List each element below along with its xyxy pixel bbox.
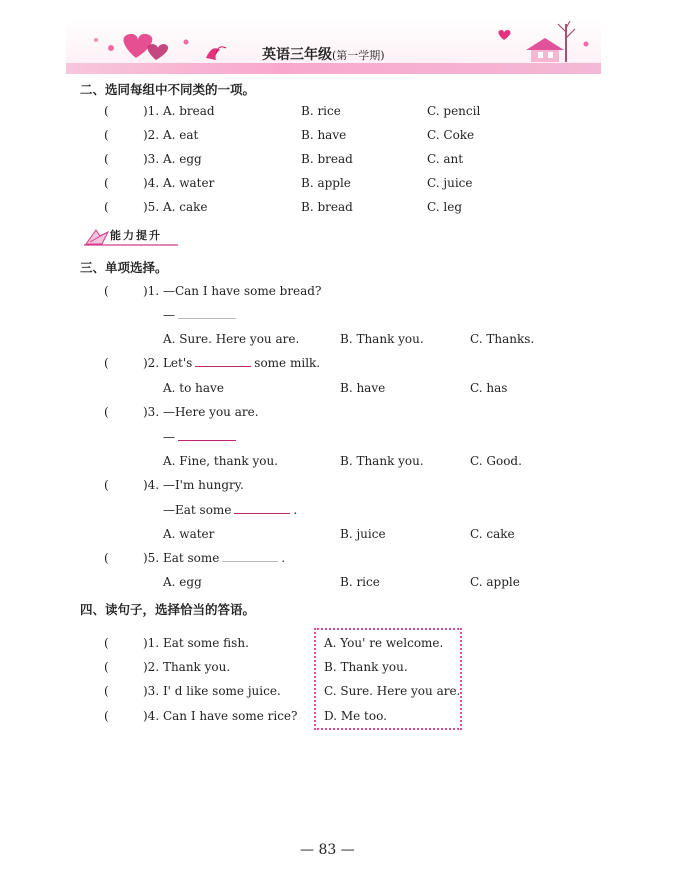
- s3-q2-c: C. has: [470, 381, 508, 395]
- s3-q4-b: B. juice: [340, 527, 386, 541]
- paren: (: [104, 684, 109, 698]
- s3-q5-b: B. rice: [340, 575, 380, 589]
- section3-heading: 三、单项选择。: [80, 260, 168, 275]
- s3-q4-stem: )4. —I'm hungry.: [143, 478, 244, 492]
- s3-q4-reply: —Eat some .: [163, 503, 298, 517]
- s3-q5-c: C. apple: [470, 575, 520, 589]
- paren: (: [104, 478, 109, 492]
- s3-q4-c: C. cake: [470, 527, 515, 541]
- section2-heading: 二、选同每组中不同类的一项。: [80, 82, 256, 97]
- book-title-main: 英语三年级: [262, 47, 332, 63]
- s2-q1-b: B. rice: [301, 104, 341, 118]
- s3-q1-stem: )1. —Can I have some bread?: [143, 284, 322, 298]
- s4-answer-c: C. Sure. Here you are.: [324, 684, 461, 698]
- s2-q1-a: )1. A. bread: [143, 104, 215, 118]
- paren: (: [104, 128, 109, 142]
- s2-q4-a: )4. A. water: [143, 176, 215, 190]
- s3-q1-a: A. Sure. Here you are.: [163, 332, 300, 346]
- section4-heading: 四、读句子，选择恰当的答语。: [80, 602, 256, 617]
- paren: (: [104, 284, 109, 298]
- s3-q5-stem: )5. Eat some .: [143, 551, 286, 565]
- paren: (: [104, 152, 109, 166]
- paren: (: [104, 356, 109, 370]
- s2-q1-c: C. pencil: [427, 104, 481, 118]
- s2-q5-c: C. leg: [427, 200, 463, 214]
- s4-q3: )3. I' d like some juice.: [143, 684, 281, 698]
- s4-answer-a: A. You' re welcome.: [324, 636, 444, 650]
- s4-answer-b: B. Thank you.: [324, 660, 408, 674]
- s4-q2: )2. Thank you.: [143, 660, 231, 674]
- s3-q3-reply: —: [163, 430, 239, 444]
- s4-q1: )1. Eat some fish.: [143, 636, 249, 650]
- paren: (: [104, 200, 109, 214]
- paren: (: [104, 405, 109, 419]
- s2-q4-c: C. juice: [427, 176, 473, 190]
- s4-answer-d: D. Me too.: [324, 709, 387, 723]
- s3-q3-stem: )3. —Here you are.: [143, 405, 259, 419]
- s2-q4-b: B. apple: [301, 176, 351, 190]
- s2-q2-a: )2. A. eat: [143, 128, 199, 142]
- s2-q2-b: B. have: [301, 128, 347, 142]
- s3-q1-b: B. Thank you.: [340, 332, 424, 346]
- s2-q5-a: )5. A. cake: [143, 200, 208, 214]
- page-number: — 83 —: [300, 842, 355, 858]
- s3-q5-a: A. egg: [163, 575, 202, 589]
- paren: (: [104, 104, 109, 118]
- paren: (: [104, 709, 109, 723]
- s3-q2-b: B. have: [340, 381, 386, 395]
- paren: (: [104, 636, 109, 650]
- paren: (: [104, 660, 109, 674]
- s3-q2-a: A. to have: [163, 381, 224, 395]
- s3-q3-a: A. Fine, thank you.: [163, 454, 278, 468]
- s2-q2-c: C. Coke: [427, 128, 475, 142]
- paren: (: [104, 551, 109, 565]
- s4-q4: )4. Can I have some rice?: [143, 709, 298, 723]
- s2-q3-a: )3. A. egg: [143, 152, 202, 166]
- ability-banner-label: 能力提升: [110, 229, 162, 242]
- s3-q3-c: C. Good.: [470, 454, 522, 468]
- s3-q4-a: A. water: [163, 527, 215, 541]
- s3-q1-reply: —: [163, 308, 239, 322]
- header-band: [66, 63, 601, 74]
- s3-q1-c: C. Thanks.: [470, 332, 535, 346]
- s2-q3-c: C. ant: [427, 152, 464, 166]
- s3-q3-b: B. Thank you.: [340, 454, 424, 468]
- book-title: [262, 44, 385, 64]
- paren: (: [104, 176, 109, 190]
- s2-q5-b: B. bread: [301, 200, 353, 214]
- s3-q2-stem: )2. Let's some milk.: [143, 356, 321, 370]
- book-title-sub: (第一学期): [332, 49, 385, 62]
- s2-q3-b: B. bread: [301, 152, 353, 166]
